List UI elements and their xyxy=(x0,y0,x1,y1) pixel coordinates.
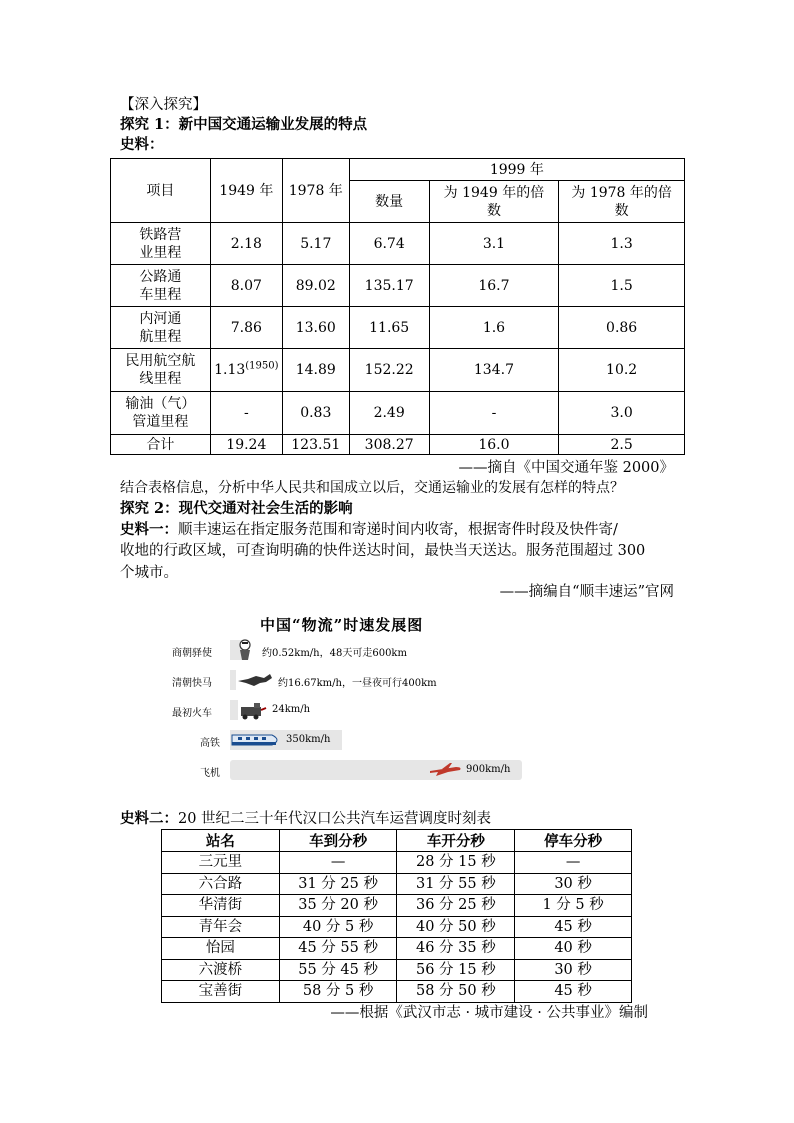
stop: 30 秒 xyxy=(515,873,632,895)
depart: 40 分 50 秒 xyxy=(397,916,515,938)
timetable-row xyxy=(162,916,632,938)
chart-value-bullet-train: 350km/h xyxy=(286,734,331,745)
inquiry1-question: 结合表格信息，分析中华人民共和国成立以后，交通运输业的发展有怎样的特点？ xyxy=(120,480,624,496)
cell-vs1949: - xyxy=(429,392,559,435)
cell-vs1978: 3.0 xyxy=(559,392,685,435)
source2-citation: ——根据《武汉市志 · 城市建设 · 公共事业》编制 xyxy=(330,1005,648,1021)
row-item: 公路通车里程 xyxy=(139,268,182,303)
cell-amount: 11.65 xyxy=(349,307,429,349)
header-1999: 1999 年 xyxy=(349,159,684,181)
cell-1949: 19.24 xyxy=(210,435,282,455)
cell-1949 xyxy=(210,349,282,392)
station: 华清街 xyxy=(162,895,280,917)
table-row-total xyxy=(111,435,685,455)
inquiry1-title: 探究 1：新中国交通运输业发展的特点 xyxy=(120,116,368,133)
station: 青年会 xyxy=(162,916,280,938)
station: 六渡桥 xyxy=(162,959,280,981)
source2-title: 20 世纪二三十年代汉口公共汽车运营调度时刻表 xyxy=(178,811,492,827)
cell-1949-note: (1950) xyxy=(245,360,279,372)
stop: 30 秒 xyxy=(515,959,632,981)
arrive: 55 分 45 秒 xyxy=(279,959,397,981)
chart-label-horse: 清朝快马 xyxy=(172,678,212,689)
bullet-train-icon xyxy=(230,732,284,748)
stop: 40 秒 xyxy=(515,938,632,960)
arrive: 40 分 5 秒 xyxy=(279,916,397,938)
chart-label-bullet-train: 高铁 xyxy=(200,738,220,749)
cell-vs1978: 10.2 xyxy=(559,349,685,392)
cell-1978: 5.17 xyxy=(282,223,349,265)
depart: 28 分 15 秒 xyxy=(397,852,515,874)
subheader-vs1978-text: 为 1978 年的倍数 xyxy=(571,184,672,219)
row-item: 铁路营业里程 xyxy=(139,226,182,261)
cell-vs1949: 16.7 xyxy=(429,265,559,307)
depart: 46 分 35 秒 xyxy=(397,938,515,960)
depart: 31 分 55 秒 xyxy=(397,873,515,895)
stop: 45 秒 xyxy=(515,916,632,938)
stop: 1 分 5 秒 xyxy=(515,895,632,917)
cell-amount: 308.27 xyxy=(349,435,429,455)
timetable-header-stop: 停车分秒 xyxy=(515,830,632,852)
cell-1978: 123.51 xyxy=(282,435,349,455)
logistics-speed-chart xyxy=(170,610,540,790)
subheader-vs1949 xyxy=(429,181,559,223)
header-1949: 1949 年 xyxy=(210,159,282,223)
steam-train-icon xyxy=(238,700,268,720)
subheader-amount: 数量 xyxy=(349,181,429,223)
timetable-row xyxy=(162,895,632,917)
source1-line1 xyxy=(120,520,618,540)
row-item: 民用航空航线里程 xyxy=(125,353,196,387)
cell-vs1949: 1.6 xyxy=(429,307,559,349)
timetable-row xyxy=(162,981,632,1003)
timetable-row xyxy=(162,959,632,981)
runner-icon xyxy=(234,638,256,662)
timetable-row xyxy=(162,938,632,960)
cell-vs1978: 0.86 xyxy=(559,307,685,349)
bus-timetable xyxy=(161,829,632,1003)
header-1978: 1978 年 xyxy=(282,159,349,223)
airplane-icon xyxy=(428,761,466,779)
timetable-header-arrive: 车到分秒 xyxy=(279,830,397,852)
depart: 58 分 50 秒 xyxy=(397,981,515,1003)
cell-1978: 13.60 xyxy=(282,307,349,349)
inquiry2-title: 探究 2：现代交通对社会生活的影响 xyxy=(120,500,353,517)
row-item: 内河通航里程 xyxy=(139,310,182,345)
chart-label-steam-train: 最初火车 xyxy=(172,708,212,719)
source1-text-1: 顺丰速运在指定服务范围和寄递时间内收寄，根据寄件时段及快件寄/ xyxy=(178,522,618,538)
cell-1978: 0.83 xyxy=(282,392,349,435)
timetable-header-depart: 车开分秒 xyxy=(397,830,515,852)
cell-1949: 8.07 xyxy=(210,265,282,307)
depart: 36 分 25 秒 xyxy=(397,895,515,917)
arrive: 58 分 5 秒 xyxy=(279,981,397,1003)
timetable-header-station: 站名 xyxy=(162,830,280,852)
source1-line3: 个城市。 xyxy=(120,565,178,581)
source1-citation: ——摘编自“顺丰速运”官网 xyxy=(499,584,674,600)
cell-1978: 89.02 xyxy=(282,265,349,307)
station: 三元里 xyxy=(162,852,280,874)
chart-label-courier: 商朝驿使 xyxy=(172,648,212,659)
cell-vs1978: 2.5 xyxy=(559,435,685,455)
table-row xyxy=(111,265,685,307)
cell-1949: - xyxy=(210,392,282,435)
inquiry1-citation: ——摘自《中国交通年鉴 2000》 xyxy=(458,460,674,476)
chart-value-steam-train: 24km/h xyxy=(272,704,311,715)
source1-label: 史料一： xyxy=(120,521,178,538)
timetable-row xyxy=(162,852,632,874)
row-item: 输油（气）管道里程 xyxy=(125,396,196,430)
timetable-row xyxy=(162,873,632,895)
horse-icon xyxy=(236,670,276,690)
table-row xyxy=(111,223,685,265)
chart-value-airplane: 900km/h xyxy=(466,764,511,775)
cell-vs1949: 134.7 xyxy=(429,349,559,392)
cell-vs1978: 1.3 xyxy=(559,223,685,265)
arrive: 45 分 55 秒 xyxy=(279,938,397,960)
source1-line2: 收地的行政区域，可查询明确的快件送达时间，最快当天送达。服务范围超过 300 xyxy=(120,543,646,559)
source2-label: 史料二： xyxy=(120,810,178,827)
chart-value-courier: 约0.52km/h，48天可走600km xyxy=(262,648,407,659)
chart-bar-steam-train xyxy=(230,700,238,720)
source2-heading xyxy=(120,809,491,829)
station: 六合路 xyxy=(162,873,280,895)
cell-1949-value: 1.13 xyxy=(214,362,246,378)
station: 怡园 xyxy=(162,938,280,960)
arrive: 35 分 20 秒 xyxy=(279,895,397,917)
cell-amount: 135.17 xyxy=(349,265,429,307)
cell-vs1949: 16.0 xyxy=(429,435,559,455)
cell-1949: 7.86 xyxy=(210,307,282,349)
cell-amount: 152.22 xyxy=(349,349,429,392)
stop: — xyxy=(515,852,632,874)
chart-title: 中国“物流”时速发展图 xyxy=(260,616,424,634)
table-row xyxy=(111,349,685,392)
subheader-vs1949-text: 为 1949 年的倍数 xyxy=(443,184,545,219)
depart: 56 分 15 秒 xyxy=(397,959,515,981)
cell-amount: 2.49 xyxy=(349,392,429,435)
row-item: 合计 xyxy=(111,435,211,455)
inquiry1-source-label: 史料： xyxy=(120,136,164,153)
cell-1949: 2.18 xyxy=(210,223,282,265)
subheader-vs1978 xyxy=(559,181,685,223)
arrive: — xyxy=(279,852,397,874)
cell-amount: 6.74 xyxy=(349,223,429,265)
table-row xyxy=(111,392,685,435)
station: 宝善街 xyxy=(162,981,280,1003)
cell-vs1949: 3.1 xyxy=(429,223,559,265)
cell-1978: 14.89 xyxy=(282,349,349,392)
cell-vs1978: 1.5 xyxy=(559,265,685,307)
chart-label-airplane: 飞机 xyxy=(200,768,220,779)
transport-stats-table xyxy=(110,158,685,455)
section-heading: 【深入探究】 xyxy=(120,97,207,113)
header-item: 项目 xyxy=(111,159,211,223)
stop: 45 秒 xyxy=(515,981,632,1003)
chart-value-horse: 约16.67km/h，一昼夜可行400km xyxy=(278,678,437,689)
table-row xyxy=(111,307,685,349)
arrive: 31 分 25 秒 xyxy=(279,873,397,895)
